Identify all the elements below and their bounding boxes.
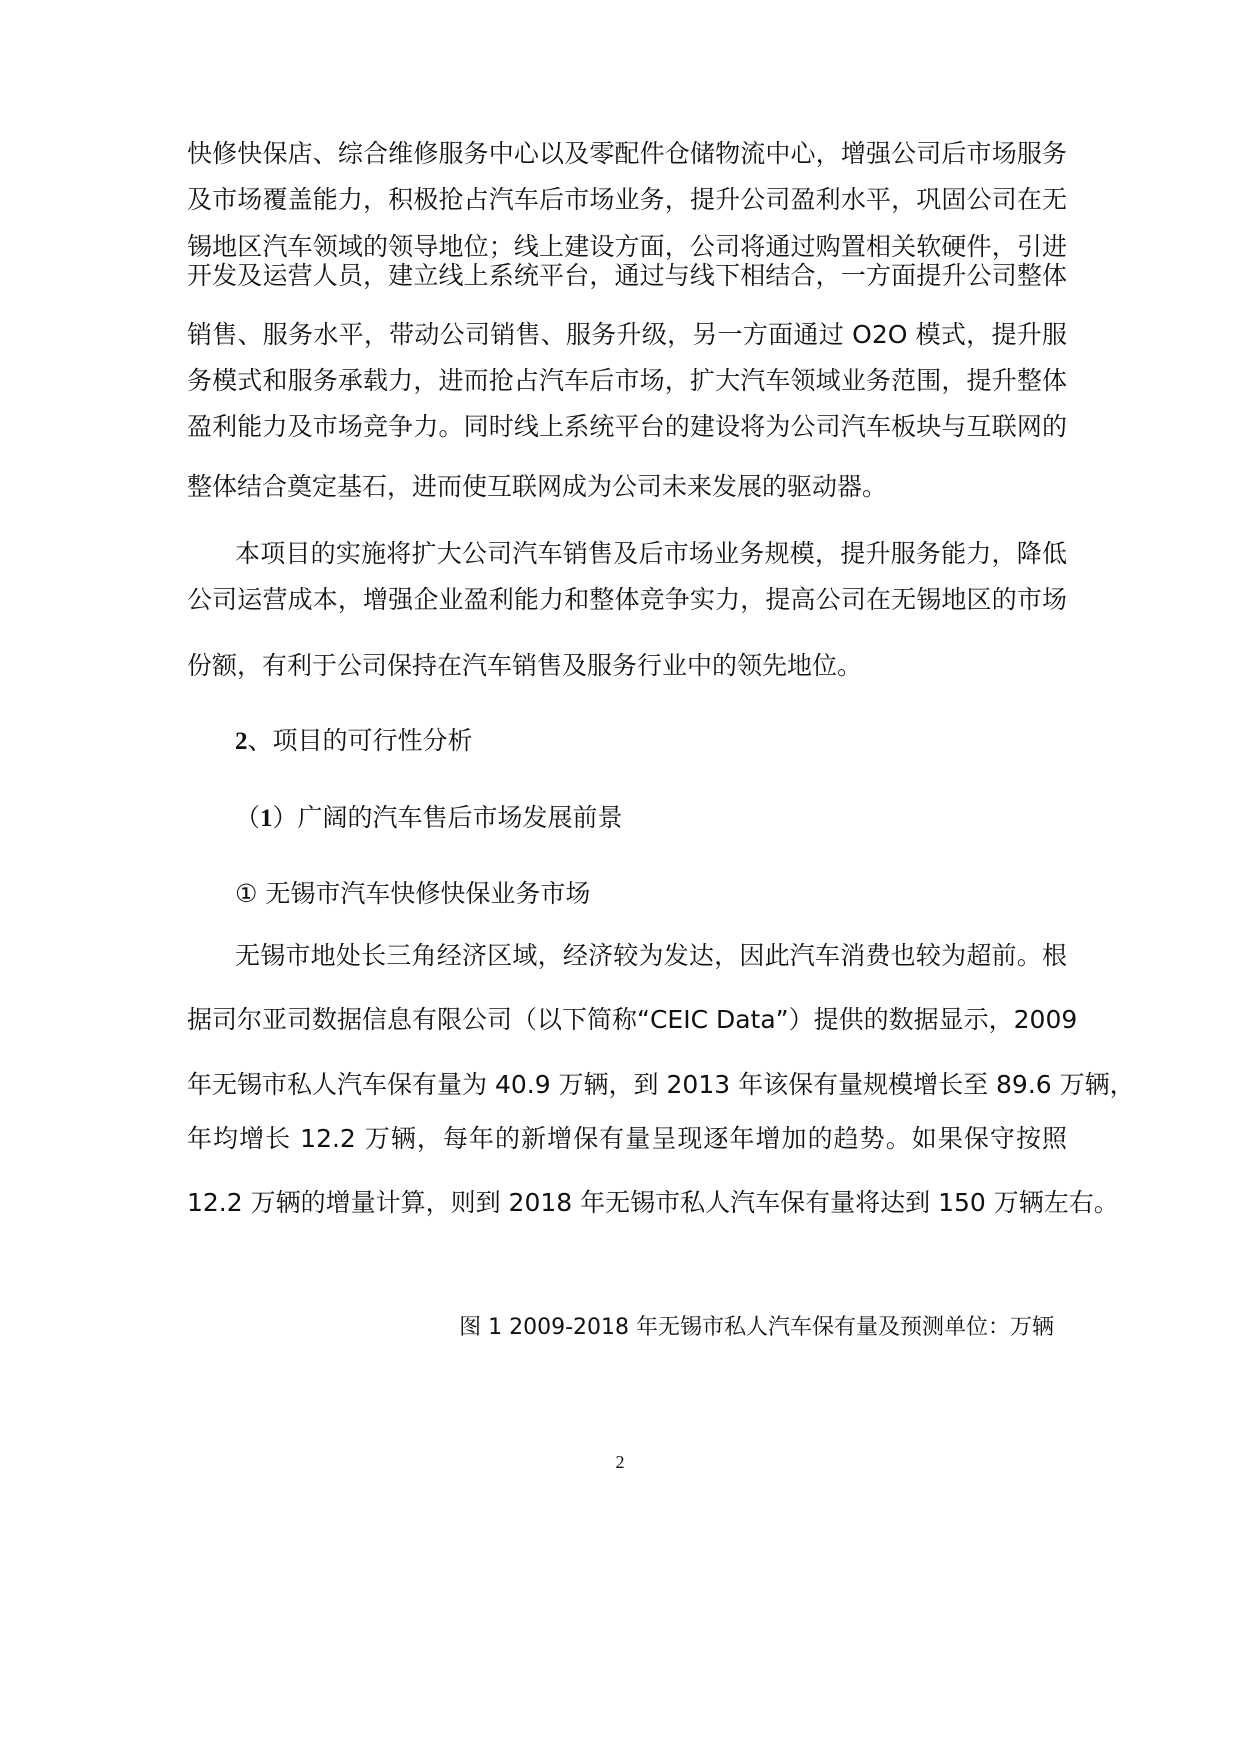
paragraph-1-line-6: 务模式和服务承载力，进而抢占汽车后市场，扩大汽车领域业务范围，提升整体 — [187, 366, 1067, 395]
paragraph-1-line-5: 销售、服务水平，带动公司销售、服务升级，另一方面通过 O2O 模式，提升服 — [187, 320, 1067, 349]
paragraph-1-line-3: 锡地区汽车领域的领导地位；线上建设方面，公司将通过购置相关软硬件，引进 — [187, 232, 1067, 261]
paragraph-1-line-1: 快修快保店、综合维修服务中心以及零配件仓储物流中心，增强公司后市场服务 — [187, 139, 1067, 168]
paragraph-2-line-1: 本项目的实施将扩大公司汽车销售及后市场业务规模，提升服务能力，降低 — [235, 539, 1067, 568]
subsection-heading-open-paren: （ — [235, 803, 261, 832]
paragraph-3-line-5: 12.2 万辆的增量计算，则到 2018 年无锡市私人汽车保有量将达到 150 万辆左右。 — [187, 1188, 1119, 1217]
item-heading — [235, 877, 1115, 911]
section-heading-text: 、项目的可行性分析 — [247, 726, 473, 755]
item-heading-text: 无锡市汽车快修快保业务市场 — [265, 879, 591, 908]
paragraph-1-line-2: 及市场覆盖能力，积极抢占汽车后市场业务，提升公司盈利水平，巩固公司在无 — [187, 185, 1067, 214]
paragraph-3-line-3: 年无锡市私人汽车保有量为 40.9 万辆，到 2013 年该保有量规模增长至 89.6 万辆， — [187, 1070, 1135, 1099]
paragraph-3-line-4: 年均增长 12.2 万辆，每年的新增保有量呈现逐年增加的趋势。如果保守按照 — [187, 1124, 1067, 1153]
section-heading-number: 2 — [235, 728, 248, 755]
subsection-heading — [235, 801, 1115, 836]
subsection-heading-close-paren: ） — [272, 803, 298, 832]
paragraph-3-line-2: 据司尔亚司数据信息有限公司（以下简称“CEIC Data”）提供的数据显示，2009 — [187, 1005, 1078, 1034]
page-number: 2 — [615, 1452, 625, 1472]
figure-caption: 图 1 2009-2018 年无锡市私人汽车保有量及预测单位：万辆 — [459, 1315, 1054, 1340]
paragraph-2-line-3: 份额，有利于公司保持在汽车销售及服务行业中的领先地位。 — [187, 651, 863, 680]
subsection-heading-number: 1 — [260, 805, 273, 832]
paragraph-1-line-8: 整体结合奠定基石，进而使互联网成为公司未来发展的驱动器。 — [187, 472, 888, 501]
paragraph-1-line-7: 盈利能力及市场竞争力。同时线上系统平台的建设将为公司汽车板块与互联网的 — [187, 412, 1067, 441]
item-heading-marker: ① — [235, 879, 258, 908]
subsection-heading-text: 广阔的汽车售后市场发展前景 — [297, 803, 623, 832]
section-heading — [235, 724, 1115, 759]
paragraph-2-line-2: 公司运营成本，增强企业盈利能力和整体竞争实力，提高公司在无锡地区的市场 — [187, 585, 1067, 614]
paragraph-3-line-1: 无锡市地处长三角经济区域，经济较为发达，因此汽车消费也较为超前。根 — [235, 941, 1067, 970]
paragraph-1-line-4: 开发及运营人员，建立线上系统平台，通过与线下相结合，一方面提升公司整体 — [187, 261, 1067, 290]
